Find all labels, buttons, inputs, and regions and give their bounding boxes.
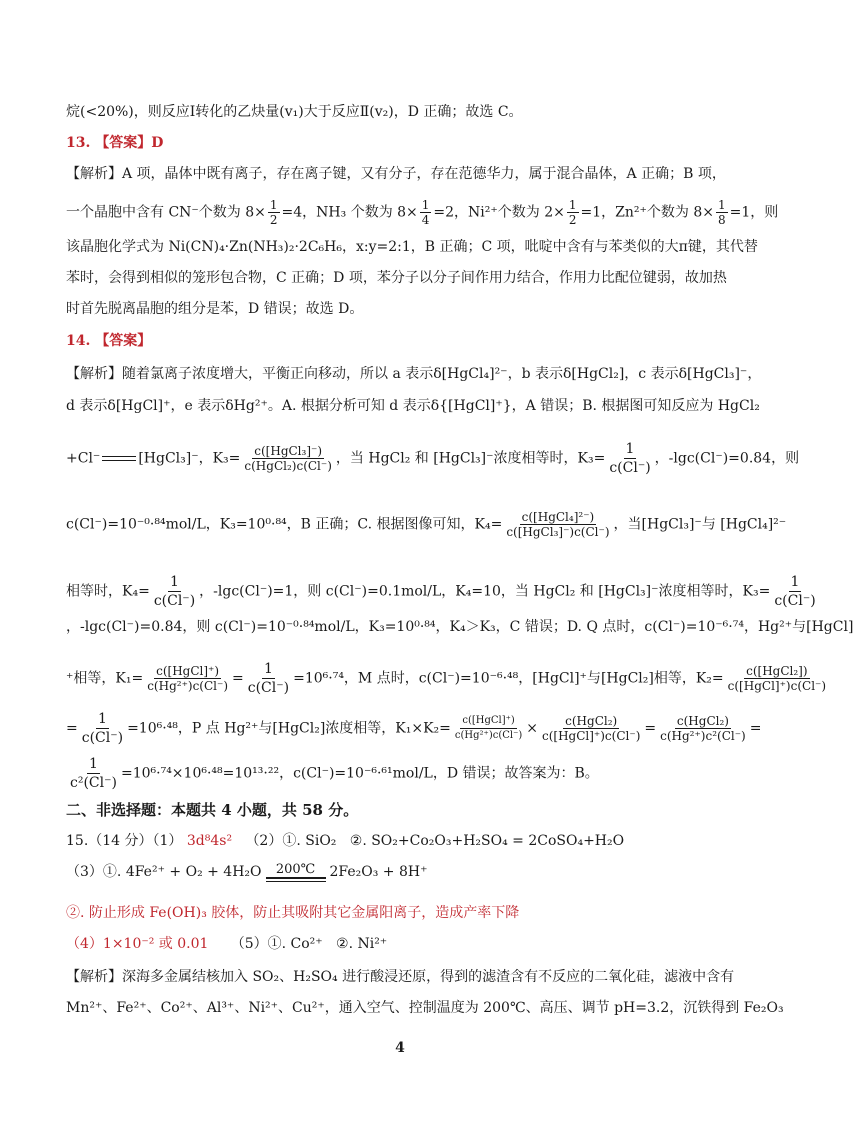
q15-answer-line bbox=[66, 934, 744, 954]
fraction-k1-small bbox=[453, 714, 524, 743]
fraction-num: c([HgCl₂]) bbox=[746, 664, 808, 678]
text-run: （2）①. SiO₂ bbox=[245, 833, 337, 849]
text-run: [HgCl₃]⁻，K₃= bbox=[138, 450, 241, 467]
q13-analysis-line: 该晶胞化学式为 Ni(CN)₄·Zn(NH₃)₂·2C₆H₆，x:y=2:1，B 正确；C 项，吡啶中含有与苯类似的大π键，其代替 bbox=[66, 239, 758, 255]
fraction-k4 bbox=[504, 510, 611, 539]
q15-analysis-line: Mn²⁺、Fe²⁺、Co²⁺、Al³⁺、Ni²⁺、Cu²⁺，通入空气、控制温度为 200℃、高压、调节 pH=3.2，沉铁得到 Fe₂O₃ bbox=[66, 1000, 784, 1016]
text-run: 一个晶胞中含有 CN⁻个数为 8× bbox=[66, 204, 266, 221]
text-run: ，-lgc(Cl⁻)=1，则 c(Cl⁻)=0.1mol/L，K₄=10，当 HgCl₂ 和 [HgCl₃]⁻浓度相等时，K₃= bbox=[199, 583, 771, 600]
text-run: （3）①. bbox=[66, 864, 122, 880]
fraction-num: 1 bbox=[170, 574, 179, 590]
q15-analysis-line: 【解析】深海多金属结核加入 SO₂、H₂SO₄ 进行酸浸还原，得到的滤渣含有不反应的二氧化硅，滤液中含有 bbox=[66, 969, 735, 985]
text-run: = bbox=[232, 670, 244, 687]
fraction-den: c(Cl⁻) bbox=[81, 730, 124, 746]
fraction-num: c([HgCl]⁺) bbox=[156, 664, 220, 678]
fraction-inverse-cl2 bbox=[68, 755, 119, 792]
q14-answer-label: 14. 【答案】 bbox=[66, 333, 152, 349]
q14-analysis-line: 【解析】随着氯离子浓度增大，平衡正向移动，所以 a 表示δ[HgCl₄]²⁻，b 表示δ[HgCl₂]，c 表示δ[HgCl₃]⁻， bbox=[66, 366, 762, 382]
q14-analysis-line bbox=[66, 660, 827, 697]
q15-answer-line bbox=[66, 831, 744, 851]
fraction-num: c(HgCl₂) bbox=[565, 714, 618, 728]
fraction-kp bbox=[658, 714, 748, 743]
equilibrium-sign bbox=[102, 456, 136, 461]
text-run: （5）①. Co²⁺ bbox=[230, 936, 323, 952]
fraction-num: 1 bbox=[97, 711, 107, 727]
fraction-den: c([HgCl]⁺)c(Cl⁻) bbox=[541, 729, 641, 743]
fraction-den: c(HgCl₂)c(Cl⁻) bbox=[244, 459, 332, 473]
fraction-den: c([HgCl]⁺)c(Cl⁻) bbox=[727, 679, 827, 693]
q13-analysis-line: 时首先脱离晶胞的组分是苯，D 错误；故选 D。 bbox=[66, 301, 364, 317]
fraction-num: c([HgCl₃]⁻) bbox=[254, 444, 323, 458]
fraction-den: c(Hg²⁺)c²(Cl⁻) bbox=[660, 729, 746, 743]
text-run: ②. SO₂+Co₂O₃+H₂SO₄ = 2CoSO₄+H₂O bbox=[349, 833, 625, 849]
fraction-inverse-cl bbox=[772, 573, 817, 610]
fraction-num: 1 bbox=[421, 198, 430, 212]
fraction-num: 1 bbox=[263, 661, 273, 677]
q14-analysis-line: d 表示δ[HgCl]⁺，e 表示δHg²⁺。A. 根据分析可知 d 表示δ{[HgCl]⁺}，A 错误；B. 根据图可知反应为 HgCl₂ bbox=[66, 398, 760, 414]
text-run: ②. Ni²⁺ bbox=[336, 936, 388, 952]
text-run: 15.（14 分）（1） bbox=[66, 833, 183, 849]
fraction-num: 1 bbox=[269, 198, 278, 212]
equation-right: 2Fe₂O₃ + 8H⁺ bbox=[329, 864, 428, 880]
fraction-num: 1 bbox=[625, 441, 635, 457]
fraction-k3 bbox=[242, 444, 334, 473]
fraction-num: 1 bbox=[790, 574, 800, 590]
text-run: ，当 HgCl₂ 和 [HgCl₃]⁻浓度相等时，K₃= bbox=[335, 450, 606, 467]
fraction-den: c(Hg²⁺)c(Cl⁻) bbox=[454, 730, 523, 741]
fraction-inverse-cl bbox=[80, 710, 125, 747]
fraction-den: c(Hg²⁺)c(Cl⁻) bbox=[147, 679, 229, 693]
answer-run: 3d⁸4s² bbox=[186, 833, 233, 849]
fraction-den: 2 bbox=[568, 213, 577, 227]
equals-bar bbox=[266, 877, 326, 882]
fraction-den: c(Cl⁻) bbox=[609, 460, 651, 476]
text-run: =10⁶·⁷⁴×10⁶·⁴⁸=10¹³·²²，c(Cl⁻)=10⁻⁶·⁶¹mol/L，D 错误；故答案为：B。 bbox=[120, 765, 599, 782]
fraction-inverse-cl bbox=[246, 660, 291, 697]
text-run: × bbox=[526, 720, 538, 737]
text-run: ，-lgc(Cl⁻)=0.84，则 bbox=[654, 450, 800, 467]
fraction-num: 1 bbox=[89, 756, 98, 772]
fraction-num: c(HgCl₂) bbox=[676, 714, 729, 728]
section-heading: 二、非选择题：本题共 4 小题，共 58 分。 bbox=[66, 801, 359, 819]
text-run: = bbox=[644, 720, 657, 737]
fraction-num: c([HgCl]⁺) bbox=[460, 714, 516, 729]
fraction-1-4 bbox=[420, 198, 432, 227]
fraction-inverse-cl bbox=[152, 573, 197, 610]
q15-answer-line: ②. 防止形成 Fe(OH)₃ 胶体，防止其吸附其它金属阳离子，造成产率下降 bbox=[66, 905, 520, 921]
fraction-den: 4 bbox=[421, 213, 430, 227]
answer-run: （4）1×10⁻² 或 0.01 bbox=[66, 936, 209, 952]
text-run: ⁺相等，K₁= bbox=[66, 670, 144, 687]
fraction-k2 bbox=[726, 664, 828, 693]
equation-left: 4Fe²⁺ + O₂ + 4H₂O bbox=[125, 864, 262, 880]
q14-analysis-line bbox=[66, 710, 762, 747]
q14-analysis-line: ，-lgc(Cl⁻)=0.84，则 c(Cl⁻)=10⁻⁰·⁸⁴mol/L，K₃=10⁰·⁸⁴，K₄＞K₃，C 错误；D. Q 点时，c(Cl⁻)=10⁻⁶·⁷⁴，Hg²⁺与[HgCl] bbox=[66, 619, 853, 635]
fraction-1-2 bbox=[268, 198, 280, 227]
fraction-den: c(Cl⁻) bbox=[153, 593, 196, 609]
text-run: =10⁶·⁴⁸，P 点 Hg²⁺与[HgCl₂]浓度相等，K₁×K₂= bbox=[127, 720, 451, 737]
text-run: +Cl⁻ bbox=[66, 450, 101, 467]
fraction-1-8 bbox=[716, 198, 728, 227]
text-run: =1，Zn²⁺个数为 8× bbox=[580, 204, 715, 221]
fraction-k1 bbox=[145, 664, 230, 693]
fraction-num: c([HgCl₄]²⁻) bbox=[521, 510, 595, 524]
fraction-den: 8 bbox=[718, 213, 726, 227]
text-run: =1，则 bbox=[729, 204, 779, 221]
fraction-den: c([HgCl₃]⁻)c(Cl⁻) bbox=[506, 525, 610, 539]
fraction-k2b bbox=[540, 714, 642, 743]
q14-analysis-line bbox=[66, 510, 787, 539]
paragraph-line: 烷(<20%)，则反应Ⅰ转化的乙炔量(v₁)大于反应Ⅱ(v₂)，D 正确；故选 C。 bbox=[66, 104, 523, 120]
text-run: = bbox=[749, 720, 762, 737]
fraction-den: c(Cl⁻) bbox=[774, 593, 816, 609]
fraction-1-2 bbox=[567, 198, 579, 227]
q13-answer-label: 13. 【答案】D bbox=[66, 135, 164, 151]
text-run: =4，NH₃ 个数为 8× bbox=[281, 204, 418, 221]
q14-analysis-line bbox=[66, 755, 744, 792]
fraction-den: 2 bbox=[269, 213, 278, 227]
q13-analysis-line bbox=[66, 198, 779, 227]
page-number: 4 bbox=[395, 1040, 405, 1056]
condition-label: 200℃ bbox=[275, 861, 316, 877]
q14-analysis-line bbox=[66, 440, 800, 477]
text-run: =2，Ni²⁺个数为 2× bbox=[433, 204, 565, 221]
text-run: =10⁶·⁷⁴，M 点时，c(Cl⁻)=10⁻⁶·⁴⁸，[HgCl]⁺与[HgCl₂]相等，K₂= bbox=[293, 670, 724, 687]
reaction-condition bbox=[266, 863, 326, 882]
q13-analysis-line: 苯时，会得到相似的笼形包合物，C 正确；D 项，苯分子以分子间作用力结合，作用力比配位键弱，故加热 bbox=[66, 270, 727, 286]
q14-analysis-line bbox=[66, 573, 816, 610]
text-run: = bbox=[66, 720, 78, 737]
fraction-num: 1 bbox=[718, 198, 726, 212]
text-run: 相等时，K₄= bbox=[66, 583, 150, 600]
text-run: ，当[HgCl₃]⁻与 [HgCl₄]²⁻ bbox=[613, 516, 787, 533]
text-run: c(Cl⁻)=10⁻⁰·⁸⁴mol/L，K₃=10⁰·⁸⁴，B 正确；C. 根据图像可知，K₄= bbox=[66, 516, 503, 533]
fraction-den: c(Cl⁻) bbox=[247, 680, 290, 696]
q13-analysis-line: 【解析】A 项，晶体中既有离子，存在离子键，又有分子，存在范德华力，属于混合晶体，A 正确；B 项， bbox=[66, 166, 726, 182]
fraction-inverse-cl bbox=[607, 440, 652, 477]
fraction-num: 1 bbox=[568, 198, 577, 212]
fraction-den: c²(Cl⁻) bbox=[70, 775, 117, 791]
q15-answer-line bbox=[66, 862, 744, 882]
